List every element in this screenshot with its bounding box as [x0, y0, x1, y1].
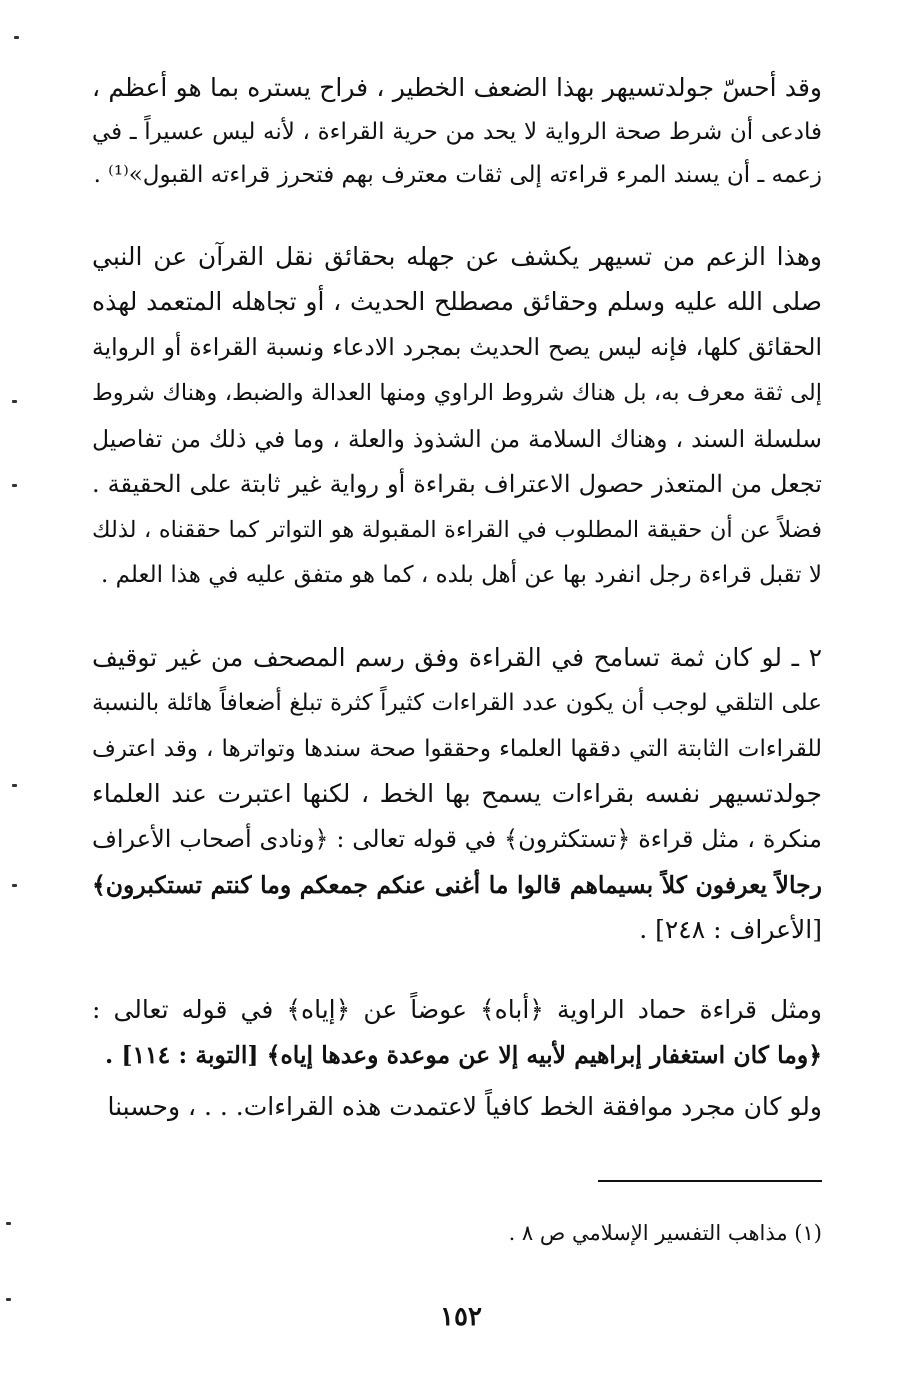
text-line: منكرة ، مثل قراءة ﴿تستكثرون﴾ في قوله تعالى : ﴿ونادى أصحاب الأعراف [92, 825, 822, 853]
text-line: تجعل من المتعذر حصول الاعتراف بقراءة أو رواية غير ثابتة على الحقيقة . [92, 470, 822, 498]
margin-speck [6, 1222, 11, 1225]
page-number: ١٥٢ [440, 1302, 482, 1332]
quran-verse-line: ﴿وما كان استغفار إبراهيم لأبيه إلا عن موعدة وعدها إياه﴾ [التوبة : ١١٤] . [104, 1041, 822, 1069]
margin-speck [14, 36, 19, 39]
text-line: ولو كان مجرد موافقة الخط كافياً لاعتمدت هذه القراءات. . . ، وحسبنا [107, 1092, 822, 1121]
footnote-separator [598, 1180, 822, 1182]
margin-speck [6, 1298, 11, 1301]
margin-speck [12, 884, 17, 887]
text-line: [الأعراف : ٢٤٨] . [639, 915, 822, 944]
text-line: وهذا الزعم من تسيهر يكشف عن جهله بحقائق نقل القرآن عن النبي [92, 242, 822, 271]
text-line: ٢ ـ لو كان ثمة تسامح في القراءة وفق رسم المصحف من غير توقيف [92, 643, 822, 672]
text-line: لا تقبل قراءة رجل انفرد بها عن أهل بلده ، كما هو متفق عليه في هذا العلم . [100, 562, 822, 588]
text-line: زعمه ـ أن يسند المرء قراءته إلى ثقات معترف بهم فتحرز قراءته القبول»⁽¹⁾ . [93, 162, 822, 188]
footnote: (١) مذاهب التفسير الإسلامي ص ٨ . [508, 1221, 822, 1245]
text-line: الحقائق كلها، فإنه ليس يصح الحديث بمجرد الادعاء ونسبة القراءة أو الرواية [92, 333, 822, 361]
text-line: على التلقي لوجب أن يكون عدد القراءات كثيراً كثرة تبلغ أضعافاً هائلة بالنسبة [92, 690, 822, 716]
text-line: للقراءات الثابتة التي دققها العلماء وحققوا صحة سندها وتواترها ، وقد اعترف [92, 736, 822, 762]
quran-verse-line: رجالاً يعرفون كلاً بسيماهم قالوا ما أغنى عنكم جمعكم وما كنتم تستكبرون﴾ [92, 871, 822, 899]
text-line: صلى الله عليه وسلم وحقائق مصطلح الحديث ، أو تجاهله المتعمد لهذه [92, 287, 822, 316]
text-line: وقد أحسّ جولدتسيهر بهذا الضعف الخطير ، فراح يستره بما هو أعظم ، [92, 73, 822, 102]
text-line: جولدتسيهر نفسه بقراءات يسمح بها الخط ، لكنها اعتبرت عند العلماء [92, 779, 822, 808]
text-line: سلسلة السند ، وهناك السلامة من الشذوذ والعلة ، وما في ذلك من تفاصيل [92, 425, 822, 453]
text-line: فضلاً عن أن حقيقة المطلوب في القراءة المقبولة هو التواتر كما حققناه ، لذلك [92, 517, 822, 543]
margin-speck [12, 784, 17, 787]
text-line: فادعى أن شرط صحة الرواية لا يحد من حرية القراءة ، لأنه ليس عسيراً ـ في [92, 119, 822, 145]
margin-speck [12, 400, 17, 403]
text-line: إلى ثقة معرف به، بل هناك شروط الراوي ومنها العدالة والضبط، وهناك شروط [92, 380, 822, 406]
text-line: ومثل قراءة حماد الراوية ﴿أباه﴾ عوضاً عن ﴿إياه﴾ في قوله تعالى : [92, 995, 822, 1024]
margin-speck [12, 484, 17, 487]
